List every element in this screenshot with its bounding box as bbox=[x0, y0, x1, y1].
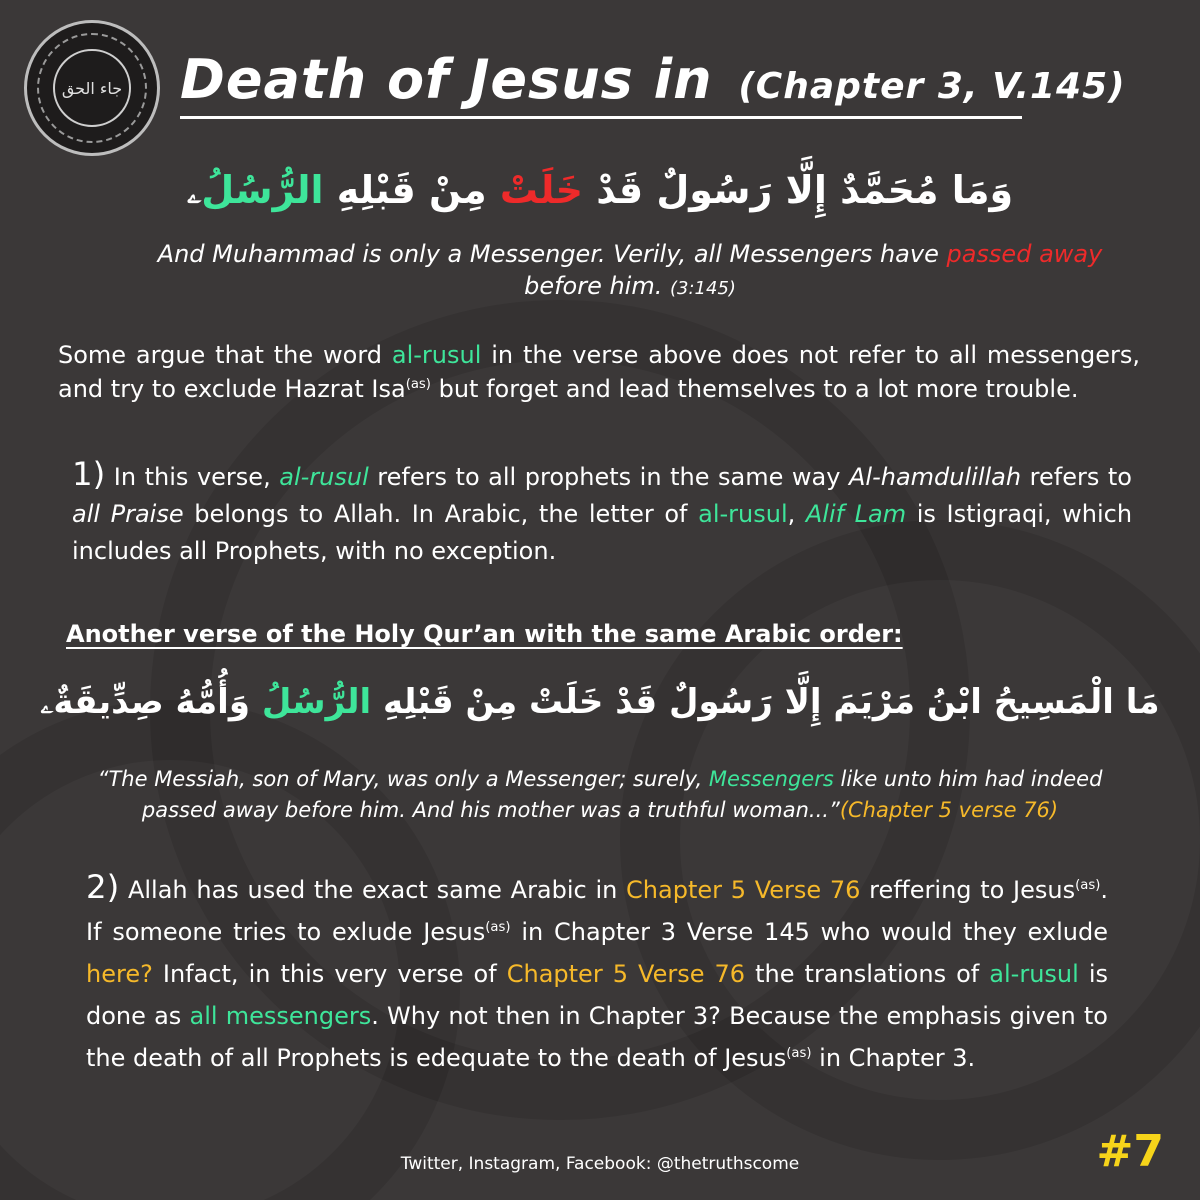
point1-paragraph bbox=[72, 456, 1132, 570]
point2-al-rusul: al-rusul bbox=[989, 960, 1079, 988]
verse2-arabic bbox=[0, 682, 1200, 722]
logo bbox=[24, 20, 160, 156]
point1-number: 1) bbox=[72, 455, 106, 493]
intro-text: Some argue that the word bbox=[58, 341, 383, 369]
point2-text-8: . Why not then in Chapter 3? Because the emphasis given to the death of all Prophets is edequate to the death of Jesus bbox=[86, 1002, 1108, 1072]
page-number: #7 bbox=[1096, 1126, 1164, 1177]
point2-text-5: Infact, in this very verse of bbox=[162, 960, 497, 988]
verse2-arabic-green: الرُّسُلُ bbox=[261, 682, 372, 722]
verse1-arabic bbox=[0, 168, 1200, 213]
quote-text: “The Messiah, son of Mary, was only a Messenger; surely, bbox=[97, 767, 703, 791]
verse2-arabic-b: وَأُمُّهُ صِدِّيقَةٌ bbox=[53, 682, 250, 722]
logo-ring bbox=[37, 33, 147, 143]
point2-all-messengers: all messengers bbox=[189, 1002, 372, 1030]
intro-al-rusul: al-rusul bbox=[391, 341, 482, 369]
point2-sup-3: (as) bbox=[786, 1046, 812, 1061]
social-footer: Twitter, Instagram, Facebook: @thetruthscome bbox=[400, 1154, 800, 1174]
intro-sup: (as) bbox=[405, 377, 431, 392]
point2-text-7: is done as bbox=[86, 960, 1109, 1030]
point1-text-4: belongs to Allah. In Arabic, the letter of bbox=[194, 500, 688, 528]
title-underline bbox=[180, 116, 1022, 119]
point2-sup-1: (as) bbox=[1075, 878, 1101, 893]
verse1-arabic-red: خَلَتْ bbox=[499, 168, 584, 212]
verse2-translation bbox=[60, 764, 1140, 826]
point1-all-praise: all Praise bbox=[72, 500, 184, 528]
verse2-arabic-end: ۦ bbox=[40, 682, 54, 722]
point2-here: here? bbox=[86, 960, 153, 988]
point2-text-6: the translations of bbox=[755, 960, 980, 988]
verse1-translation bbox=[130, 238, 1130, 305]
quote-messengers: Messengers bbox=[708, 767, 834, 791]
point1-comma: , bbox=[787, 500, 796, 528]
intro-text-2: in the verse above does not refer to all messengers, and try to exclude Hazrat Isa bbox=[58, 341, 1140, 403]
page-title bbox=[180, 48, 1126, 111]
quote-reference: (Chapter 5 verse 76) bbox=[839, 798, 1059, 822]
logo-text: جاء الحق bbox=[53, 49, 131, 127]
point2-sup-2: (as) bbox=[485, 920, 511, 935]
point1-al-rusul-2: al-rusul bbox=[698, 500, 788, 528]
translation-text: And Muhammad is only a Messenger. Verily, all Messengers have bbox=[157, 240, 939, 268]
section-heading: Another verse of the Holy Qur’an with the same Arabic order: bbox=[66, 620, 903, 648]
intro-paragraph bbox=[58, 338, 1140, 406]
point2-number: 2) bbox=[86, 868, 120, 906]
point2-chapter5-ref: Chapter 5 Verse 76 bbox=[626, 876, 861, 904]
point1-alif-lam: Alif Lam bbox=[805, 500, 907, 528]
title-sub: (Chapter 3, V.145) bbox=[738, 66, 1126, 107]
point2-paragraph bbox=[86, 866, 1108, 1079]
verse1-arabic-c: مِنْ قَبْلِهِ bbox=[336, 168, 487, 212]
point2-text-3: . If someone tries to exlude Jesus bbox=[86, 876, 1108, 946]
point1-al-rusul: al-rusul bbox=[279, 463, 369, 491]
point1-text-3: refers to bbox=[1029, 463, 1132, 491]
intro-text-3: but forget and lead themselves to a lot more trouble. bbox=[438, 375, 1079, 403]
translation-reference: (3:145) bbox=[670, 278, 736, 299]
point2-text-4: in Chapter 3 Verse 145 who would they exlude bbox=[521, 918, 1108, 946]
verse2-arabic-a: مَا الْمَسِيحُ ابْنُ مَرْيَمَ إِلَّا رَسُولٌ قَدْ خَلَتْ مِنْ قَبْلِهِ bbox=[383, 682, 1160, 722]
title-main: Death of Jesus in bbox=[180, 48, 713, 111]
point1-text: In this verse, bbox=[113, 463, 271, 491]
point2-text-2: reffering to Jesus bbox=[869, 876, 1076, 904]
point1-alhamdulillah: Al-hamdulillah bbox=[849, 463, 1022, 491]
verse1-arabic-a: وَمَا مُحَمَّدٌ إِلَّا رَسُولٌ قَدْ bbox=[596, 168, 1014, 212]
point1-text-2: refers to all prophets in the same way bbox=[377, 463, 841, 491]
point1-text-5: is Istigraqi, which includes all Prophets, with no exception. bbox=[72, 500, 1133, 565]
quote-text-2: like unto him had indeed passed away before him. And his mother was a truthful woman...” bbox=[141, 767, 1103, 822]
point2-chapter5-ref-2: Chapter 5 Verse 76 bbox=[506, 960, 746, 988]
translation-text-end: before him. bbox=[524, 272, 663, 300]
point2-text-9: in Chapter 3. bbox=[819, 1044, 976, 1072]
verse1-arabic-end: ۦ bbox=[186, 168, 202, 212]
verse1-arabic-green: الرُّسُلُ bbox=[201, 168, 324, 212]
point2-text: Allah has used the exact same Arabic in bbox=[127, 876, 618, 904]
translation-passed-away: passed away bbox=[946, 240, 1103, 268]
